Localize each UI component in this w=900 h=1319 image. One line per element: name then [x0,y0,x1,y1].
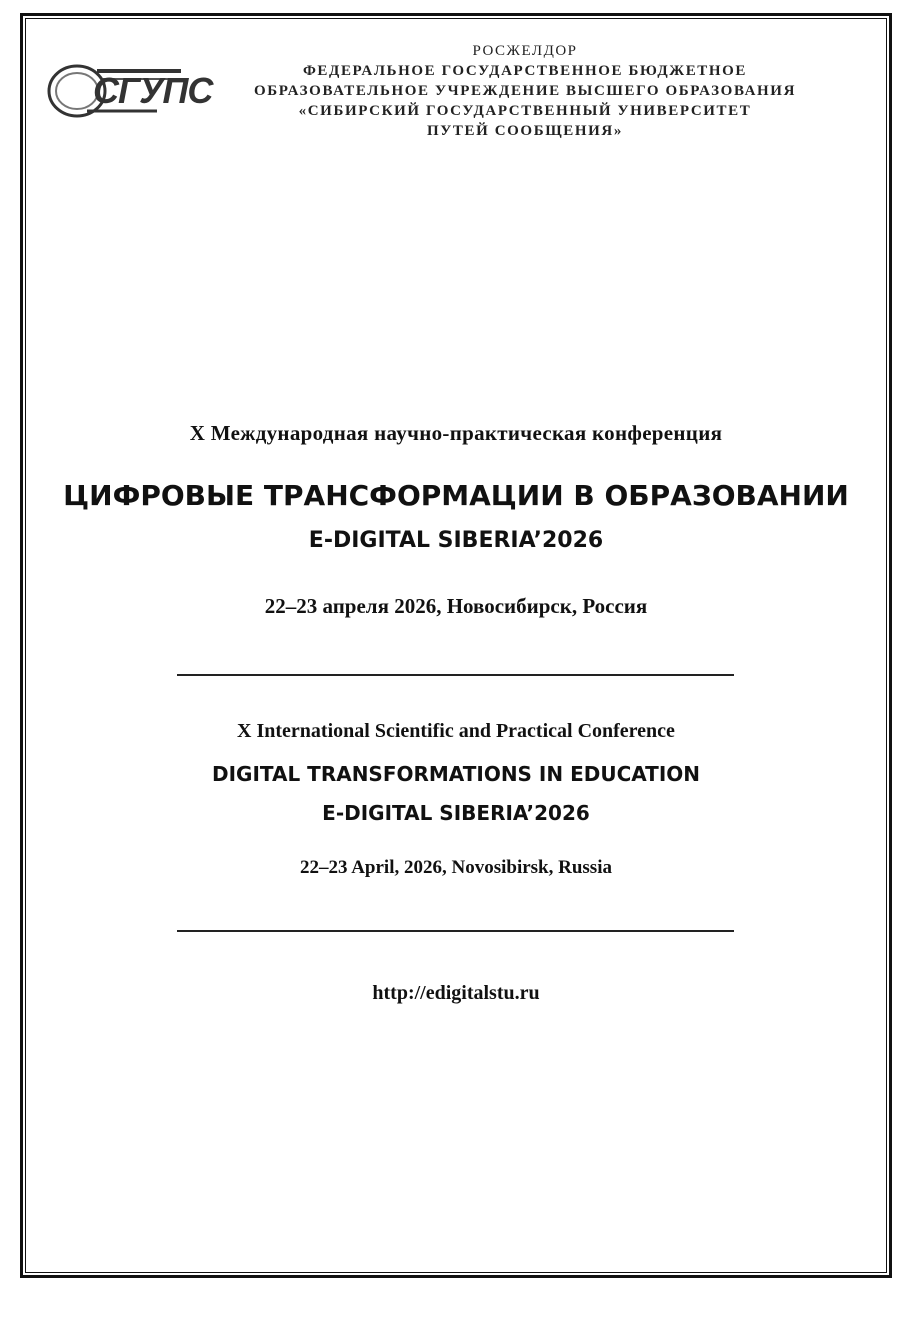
divider-1 [177,674,734,676]
page-border-inner [25,18,887,1273]
header-line-4: ПУТЕЙ СООБЩЕНИЯ» [427,123,623,139]
date-place-ru: 22–23 апреля 2026, Новосибирск, Россия [264,594,648,618]
logo-text: СГУПС [93,70,213,111]
conference-name-en: X International Scientific and Practical Conference [237,720,675,742]
header-line-1: ФЕДЕРАЛЬНОЕ ГОСУДАРСТВЕННОЕ БЮДЖЕТНОЕ [302,63,748,79]
institution-header [200,42,850,141]
header-org: РОСЖЕЛДОР [472,43,578,59]
website-link[interactable]: http://edigitalstu.ru [372,982,540,1004]
date-place-en: 22–23 April, 2026, Novosibirsk, Russia [300,857,612,878]
divider-2 [177,930,734,932]
subtitle-en: E-DIGITAL SIBERIA’2026 [322,801,590,825]
header-line-3: «СИБИРСКИЙ ГОСУДАРСТВЕННЫЙ УНИВЕРСИТЕТ [298,103,752,119]
subtitle-ru: E-DIGITAL SIBERIA’2026 [308,528,604,553]
title-ru: ЦИФРОВЫЕ ТРАНСФОРМАЦИИ В ОБРАЗОВАНИИ [63,479,849,512]
title-en: DIGITAL TRANSFORMATIONS IN EDUCATION [212,762,700,786]
conference-name-ru: X Международная научно-практическая конференция [189,421,723,445]
header-line-2: ОБРАЗОВАТЕЛЬНОЕ УЧРЕЖДЕНИЕ ВЫСШЕГО ОБРАЗОВАНИЯ [253,83,797,99]
sgups-logo [47,63,213,119]
